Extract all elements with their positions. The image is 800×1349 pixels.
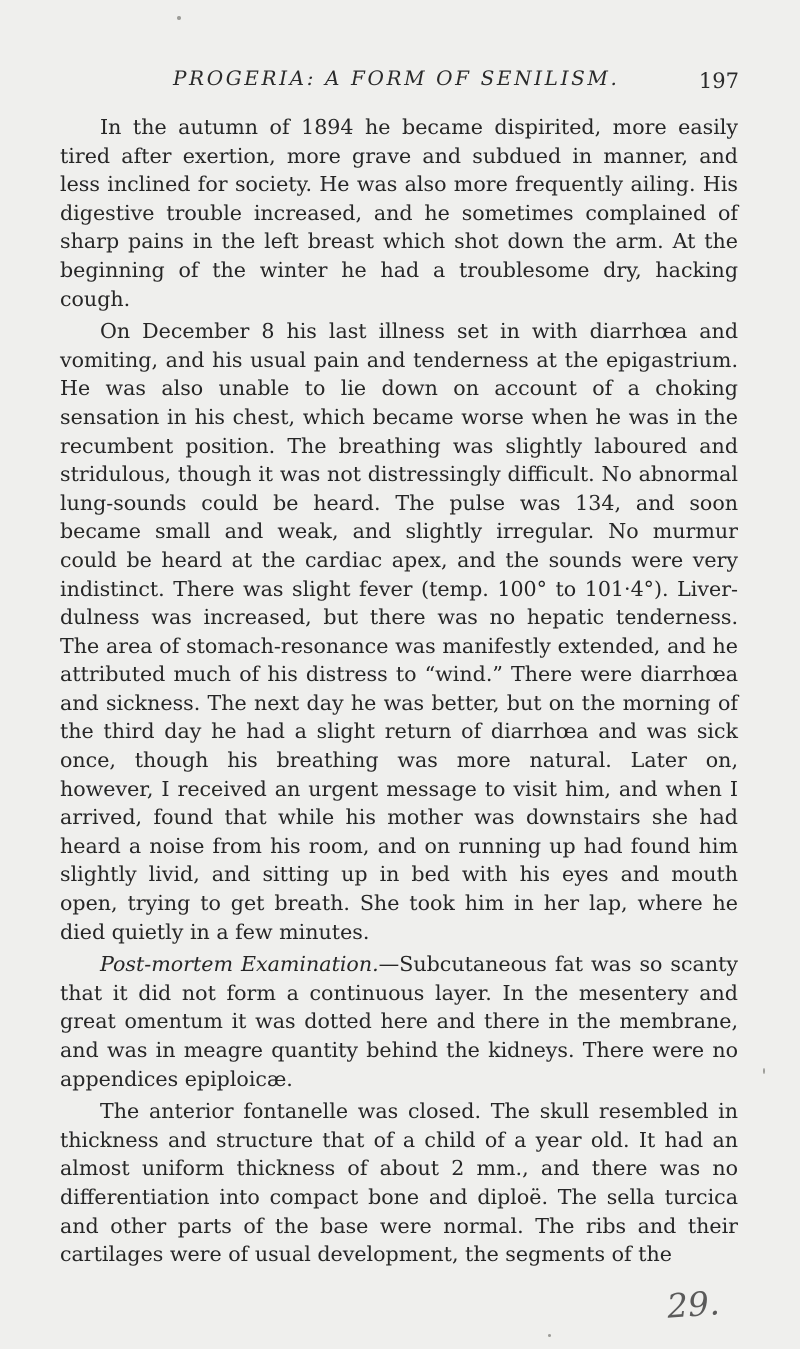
page-number: 197 [698, 69, 739, 93]
body-text [60, 113, 738, 1273]
paper-speck [548, 1334, 551, 1337]
paper-speck [763, 1068, 765, 1074]
running-head-title: PROGERIA: A FORM OF SENILISM. [173, 66, 620, 90]
handwritten-page-note: 29. [665, 1283, 721, 1326]
paragraph-autumn-1894: In the autumn of 1894 he became dispirited, more easily tired after exertion, more grave and subdued in manner, and less inclined for society. He was also more frequently ailing. His digestive trouble increased, and he sometimes complained of sharp pains in the left breast which shot down the arm. At the beginning of the winter he had a troublesome dry, hacking cough. [60, 115, 738, 311]
running-head [60, 66, 745, 96]
paragraph-post-mortem [60, 950, 738, 1093]
paragraph-fontanelle: The anterior fontanelle was closed. The skull resembled in thickness and structure that of a child of a year old. It had an almost uniform thickness of about 2 mm., and there was no differentiation into compact bone and diploë. The sella turcica and other parts of the base were normal. The ribs and their cartilages were of usual development, the segments of the [60, 1099, 738, 1267]
paper-speck [177, 16, 181, 20]
post-mortem-text: —Subcutaneous fat was so scanty that it did not form a continuous layer. In the mesentery and great omentum it was dotted here and there in the membrane, and was in meagre quantity behind the kidneys. There were no appendices epiploicæ. [60, 952, 738, 1091]
post-mortem-heading: Post-mortem Examination. [100, 952, 379, 977]
paragraph-last-illness: On December 8 his last illness set in with diarrhœa and vomiting, and his usual pain and tenderness at the epigastrium. He was also unable to lie down on account of a choking sensation in his chest, which became worse when he was in the recumbent position. The breathing was slightly laboured and stridulous, though it was not distressingly difficult. No abnormal lung-sounds could be heard. The pulse was 134, and soon became small and weak, and slightly irregular. No murmur could be heard at the cardiac apex, and the sounds were very indistinct. There was slight fever (temp. 100° to 101·4°). Liver-dulness was increased, but there was no hepatic tenderness. The area of stomach-resonance was manifestly extended, and he attributed much of his distress to “wind.” There were diarrhœa and sickness. The next day he was better, but on the morning of the third day he had a slight return of diarrhœa and was sick once, though his breathing was more natural. Later on, however, I received an urgent message to visit him, and when I arrived, found that while his mother was downstairs she had heard a noise from his room, and on running up had found him slightly livid, and sitting up in bed with his eyes and mouth open, trying to get breath. She took him in her lap, where he died quietly in a few minutes. [60, 319, 738, 944]
